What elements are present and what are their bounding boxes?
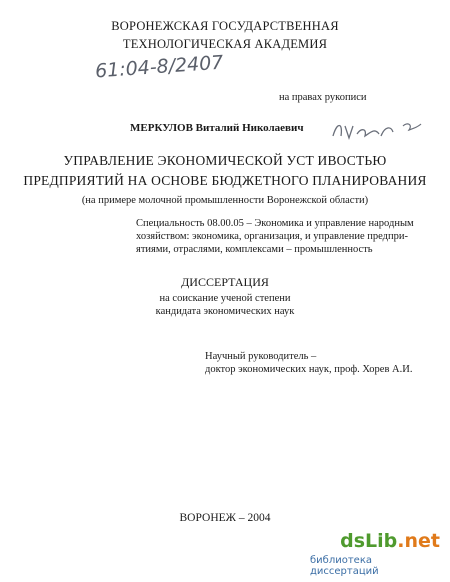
institution-line-2: ТЕХНОЛОГИЧЕСКАЯ АКАДЕМИЯ [122,37,328,51]
title-line-1: УПРАВЛЕНИЕ ЭКОНОМИЧЕСКОЙ УСТ ИВОСТЬЮ [63,153,387,168]
handwritten-signature [331,118,423,142]
city-year: ВОРОНЕЖ – 2004 [179,512,271,524]
archive-code-handwritten: 61:04-8/2407 [94,51,225,83]
logo-text-part2: .net [397,530,440,552]
supervisor-line-2: доктор экономических наук, проф. Хорев А.И. [205,364,413,375]
title-subtitle: (на примере молочной промышленности Воронежской области) [81,195,369,206]
specialty-line-3: ятиями, отраслями, комплексами – промышленность [136,244,373,255]
watermark-subtitle: библиотека диссертаций [310,555,379,577]
institution-line-1: ВОРОНЕЖСКАЯ ГОСУДАРСТВЕННАЯ [111,19,339,33]
specialty-line-1: Специальность 08.00.05 – Экономика и управление народным [136,218,414,229]
logo-text-part1: dsLib [340,530,398,552]
doc-type-degree-line-1: на соискание ученой степени [159,293,291,304]
doc-type-degree-line-2: кандидата экономических наук [155,306,295,317]
rights-note: на правах рукописи [279,92,367,103]
title-line-2: ПРЕДПРИЯТИЙ НА ОСНОВЕ БЮДЖЕТНОГО ПЛАНИРОВАНИЯ [23,173,427,188]
author-name: МЕРКУЛОВ Виталий Николаевич [130,122,304,134]
dslib-watermark[interactable] [310,530,440,577]
specialty-line-2: хозяйством: экономика, организация, и управление предпри- [136,231,408,242]
supervisor-line-1: Научный руководитель – [205,351,317,362]
dslib-logo [340,530,440,552]
doc-type-label: ДИССЕРТАЦИЯ [181,275,269,289]
